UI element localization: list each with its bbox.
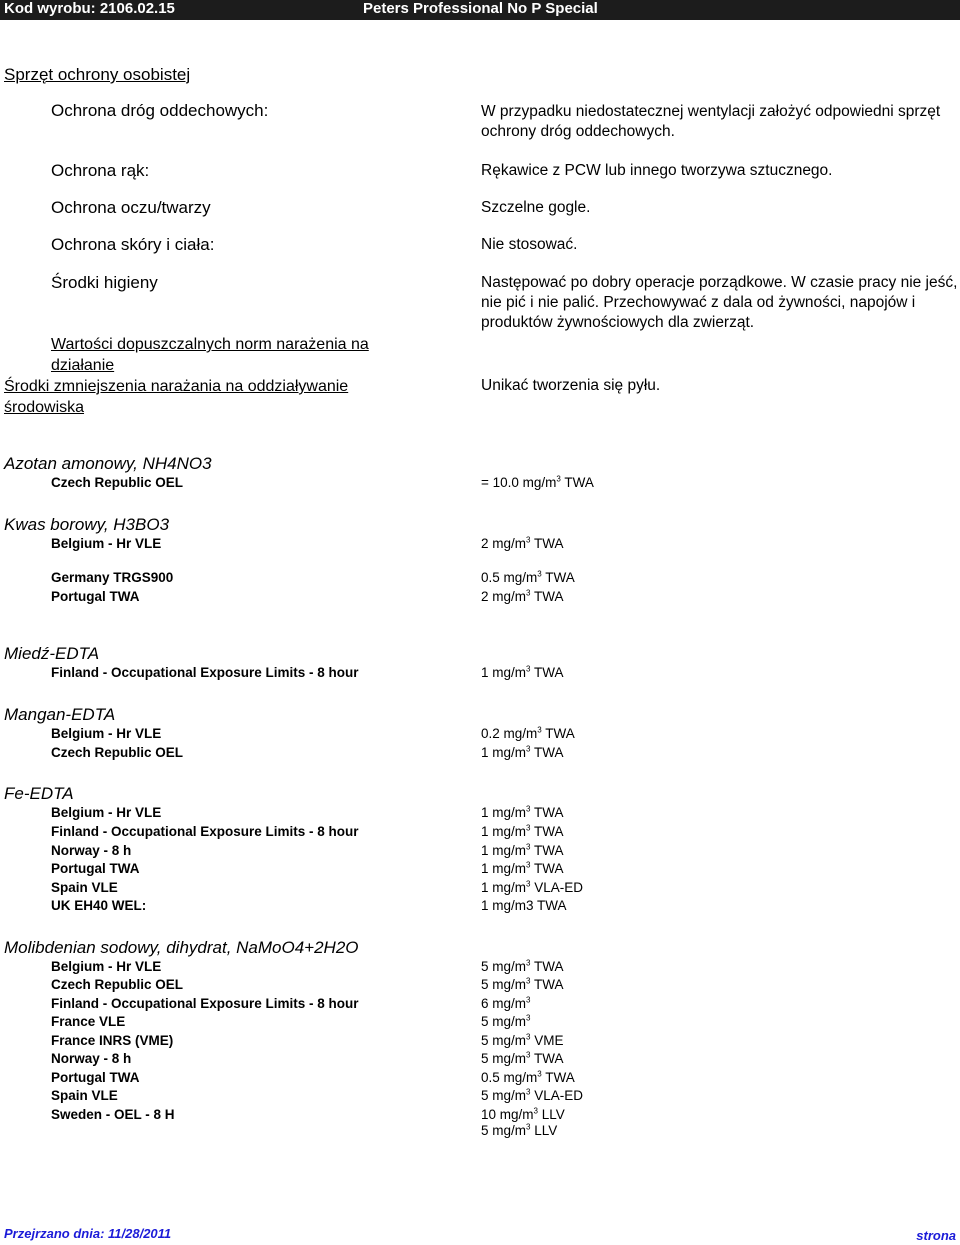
limit-name: Finland - Occupational Exposure Limits - 8 hour	[51, 824, 359, 839]
section-title: Sprzęt ochrony osobistej	[4, 65, 191, 84]
ppe-label-hygiene: Środki higieny	[51, 273, 158, 292]
limit-name: Czech Republic OEL	[51, 745, 184, 760]
substance-name: Fe-EDTA	[4, 784, 74, 803]
limit-value: 10 $mg/m^3$ LLV	[481, 1106, 565, 1122]
limit-value: 0.5 $mg/m^3$ TWA	[481, 569, 575, 585]
limit-name: France INRS (VME)	[51, 1033, 174, 1048]
limit-value: 1 $mg/m^3$ TWA	[481, 744, 564, 760]
substance-name: Miedź-EDTA	[4, 644, 100, 663]
ppe-value-eyes: Szczelne gogle.	[481, 199, 591, 216]
limit-value: 5 $mg/m^3$ LLV	[481, 1122, 558, 1138]
limit-value: 5 $mg/m^3$ TWA	[481, 958, 564, 974]
revision-date: Przejrzano dnia: 11/28/2011	[4, 1226, 172, 1241]
ppe-label-respiratory: Ochrona dróg oddechowych:	[51, 101, 269, 120]
limit-value: 2 $mg/m^3$ TWA	[481, 535, 564, 551]
limit-name: Germany TRGS900	[51, 570, 174, 585]
limit-value: 1 $mg/m^3$ TWA	[481, 804, 564, 820]
limit-name: Czech Republic OEL	[51, 475, 184, 490]
limit-value: 5 $mg/m^3$ TWA	[481, 1050, 564, 1066]
limit-name: Belgium - Hr VLE	[51, 959, 162, 974]
limit-name: Portugal TWA	[51, 589, 140, 604]
substance-name: Molibdenian sodowy, dihydrat, NaMoO4+2H2O	[4, 938, 359, 957]
ppe-value-respiratory: W przypadku niedostatecznej wentylacji założyć odpowiedni sprzęt ochrony dróg oddechowych.	[481, 103, 941, 140]
limit-value: 0.5 $mg/m^3$ TWA	[481, 1069, 575, 1085]
limit-name: Norway - 8 h	[51, 1051, 132, 1066]
limit-name: Portugal TWA	[51, 1070, 140, 1085]
limit-name: Belgium - Hr VLE	[51, 726, 162, 741]
limit-value: 2 $mg/m^3$ TWA	[481, 588, 564, 604]
limit-name: Spain VLE	[51, 880, 118, 895]
limit-value: 5 $mg/m^3$ VLA-ED	[481, 1087, 583, 1103]
limit-name: Portugal TWA	[51, 861, 140, 876]
limit-name: Norway - 8 h	[51, 843, 132, 858]
ppe-label-hands: Ochrona rąk:	[51, 161, 150, 180]
limit-name: UK EH40 WEL:	[51, 898, 147, 913]
substance-name: Mangan-EDTA	[4, 705, 116, 724]
limit-name: Finland - Occupational Exposure Limits - 8 hour	[51, 665, 359, 680]
ppe-value-hygiene: Następować po dobry operacje porządkowe. W czasie pracy nie jeść, nie pić i nie palić. Przechowywać z dala od żywności, napojów i produktów żywnościowych dla zwierząt.	[481, 274, 958, 331]
limit-name: Finland - Occupational Exposure Limits - 8 hour	[51, 996, 359, 1011]
limit-value: 6 $mg/m^3$	[481, 995, 531, 1011]
document-header	[0, 0, 960, 20]
product-code: Kod wyrobu: 2106.02.15	[4, 0, 175, 17]
limit-value: 1 $mg/m^3$ TWA	[481, 842, 564, 858]
limit-name: Belgium - Hr VLE	[51, 536, 162, 551]
ppe-label-eyes: Ochrona oczu/twarzy	[51, 198, 211, 217]
limit-name: Sweden - OEL - 8 H	[51, 1107, 175, 1122]
ppe-value-hands: Rękawice z PCW lub innego tworzywa sztucznego.	[481, 162, 833, 179]
limit-value: 1 mg/m3 TWA	[481, 898, 567, 913]
limit-name: Spain VLE	[51, 1088, 118, 1103]
page-label: strona	[916, 1228, 956, 1243]
limit-value: 5 $mg/m^3$ TWA	[481, 976, 564, 992]
ppe-label-skin: Ochrona skóry i ciała:	[51, 235, 215, 254]
substance-name: Azotan amonowy, NH4NO3	[4, 454, 212, 473]
limit-value: 1 $mg/m^3$ VLA-ED	[481, 879, 583, 895]
substance-name: Kwas borowy, H3BO3	[4, 515, 170, 534]
limit-value: 1 $mg/m^3$ TWA	[481, 860, 564, 876]
exposure-limits-link[interactable]: Wartości dopuszczalnych norm narażenia na działanie	[51, 336, 369, 374]
limit-name: France VLE	[51, 1014, 126, 1029]
limit-value: 1 $mg/m^3$ TWA	[481, 664, 564, 680]
limit-value: 5 $mg/m^3$ VME	[481, 1032, 564, 1048]
limit-value: 0.2 $mg/m^3$ TWA	[481, 725, 575, 741]
limit-value: = 10.0 $mg/m^3$ TWA	[481, 474, 594, 490]
environmental-exposure-link[interactable]: Środki zmniejszenia narażania na oddziaływanie środowiska	[4, 378, 349, 416]
environmental-exposure-value: Unikać tworzenia się pyłu.	[481, 377, 661, 394]
ppe-value-skin: Nie stosować.	[481, 236, 578, 253]
limit-value: 5 $mg/m^3$	[481, 1013, 531, 1029]
product-name: Peters Professional No P Special	[363, 0, 598, 17]
limit-value: 1 $mg/m^3$ TWA	[481, 823, 564, 839]
limit-name: Czech Republic OEL	[51, 977, 184, 992]
limit-name: Belgium - Hr VLE	[51, 805, 162, 820]
